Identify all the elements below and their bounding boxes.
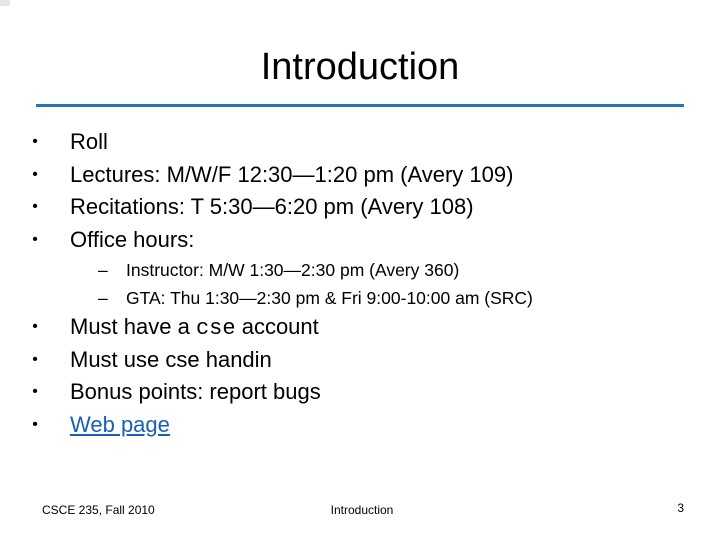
bullet-web-page — [28, 409, 321, 442]
footer-section: Introduction — [330, 503, 394, 517]
secondary-bullet-list — [28, 311, 321, 441]
bullet-recitations — [28, 191, 513, 224]
bullet-text: Office hours: — [70, 226, 195, 252]
bullet-text: Lectures: M/W/F 12:30—1:20 pm (Avery 109) — [70, 161, 514, 187]
main-bullet-list — [28, 126, 513, 256]
page-number: 3 — [677, 501, 684, 515]
sub-bullet-text: Instructor: M/W 1:30—2:30 pm (Avery 360) — [126, 260, 460, 280]
bullet-cse-account — [28, 311, 321, 344]
bullet-icon: • — [32, 198, 38, 215]
bullet-roll — [28, 126, 513, 159]
bullet-text: Recitations: T 5:30—6:20 pm (Avery 108) — [70, 194, 474, 219]
bullet-icon: • — [32, 383, 38, 400]
office-hours-gta — [98, 284, 533, 312]
bullet-text: Roll — [70, 129, 108, 154]
dash-icon: – — [98, 260, 108, 280]
sub-bullet-text: GTA: Thu 1:30—2:30 pm & Fri 9:00-10:00 am (SRC) — [126, 288, 533, 308]
bullet-lectures — [28, 159, 513, 192]
footer-course: CSCE 235, Fall 2010 — [42, 503, 155, 517]
office-hours-list — [98, 256, 533, 312]
cse-code-text: cse — [195, 316, 236, 341]
bullet-office-hours — [28, 224, 513, 257]
dash-icon: – — [98, 288, 108, 308]
bullet-icon: • — [32, 133, 38, 150]
web-page-link[interactable]: Web page — [70, 411, 170, 437]
bullet-icon: • — [32, 165, 38, 183]
bullet-icon: • — [32, 350, 38, 368]
bullet-icon: • — [32, 230, 38, 248]
bullet-handin — [28, 344, 321, 377]
bullet-text-prefix: Must have a — [70, 314, 190, 339]
office-hours-instructor — [98, 256, 533, 284]
title-divider — [36, 104, 684, 107]
bullet-text: Bonus points: report bugs — [70, 379, 321, 404]
slide-title: Introduction — [260, 46, 460, 88]
bullet-bonus — [28, 376, 321, 409]
bullet-text-suffix: account — [241, 314, 319, 339]
bullet-icon: • — [32, 415, 38, 433]
corner-mark — [0, 0, 10, 6]
bullet-icon: • — [32, 318, 38, 335]
bullet-text: Must use cse handin — [70, 346, 272, 372]
